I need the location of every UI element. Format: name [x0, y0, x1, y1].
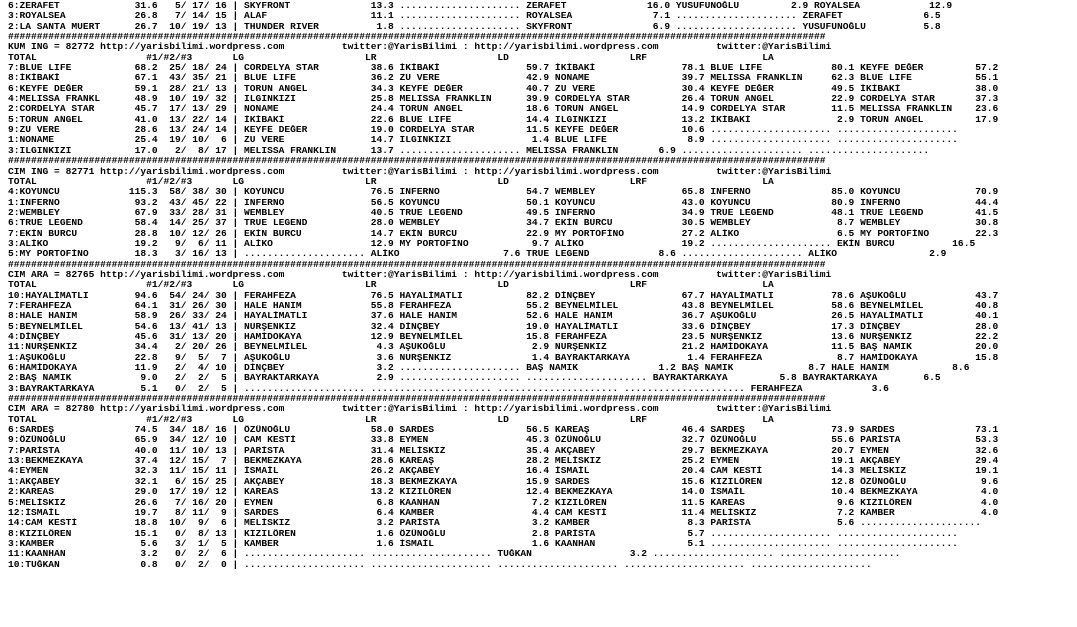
report-line: 7:PARİSTA 40.0 11/ 10/ 13 | PARİSTA 31.4 MELİSKIZ 35.4 AKÇABEY 29.7 BEKMEZKAYA 20.7 EYMEN 32.6 [8, 445, 999, 456]
report-line: 2:WEMBLEY 67.9 33/ 28/ 31 | WEMBLEY 40.5 TRUE LEGEND 49.5 INFERNO 34.9 TRUE LEGEND 48.1 TRUE LEGEND 41.5 [8, 207, 999, 218]
report-line: 14:CAM KESTİ 18.8 10/ 9/ 6 | MELİSKIZ 3.2 PARİSTA 3.2 KAMBER 8.3 PARİSTA 5.6 ..................... [8, 518, 981, 529]
report-line: 6:SARDEŞ 74.5 34/ 18/ 16 | ÖZÜNOĞLU 58.0 SARDES 56.5 KAREAŞ 46.4 SARDEŞ 73.9 SARDES 73.1 [8, 425, 999, 436]
report-line: 8:HALE HANIM 58.9 26/ 33/ 24 | HAYALİMATLI 37.6 HALE HANIM 52.6 HALE HANIM 36.7 AŞUKOĞLU 26.5 HAYALİMATLI 40.1 [8, 311, 999, 322]
report-line: TOTAL #1/#2/#3 LG LR LD LRF LA [8, 414, 774, 425]
report-line: CIM ARA = 82780 http://yarisbilimi.wordpress.com twitter:@YarisBilimi : http://yarisbilimi.wordpress.com twitter:@YarisBilimi [8, 404, 832, 415]
report-line: 3:ROYALSEA 26.8 7/ 14/ 15 | ALAF 11.1 ..................... ROYALSEA 7.1 ..................... ZERAFET 6.5 [8, 11, 941, 22]
report-line: 2:LA SANTA MUERT 26.7 10/ 19/ 13 | THUNDER RIVER 1.8 ..................... SKYFRONT 6.9 ..................... YUSUFUNOĞLU 5.8 [8, 21, 941, 32]
report-line: 3:ILGINKIZI 17.0 2/ 8/ 17 | MELISSA FRANKLIN 13.7 ..................... MELISSA FRANKLIN 6.9 ..................... ..................... [8, 145, 930, 156]
report-line: 5:BEYNELMİLEL 54.6 13/ 41/ 13 | NURŞENKIZ 32.4 DİNÇBEY 19.0 HAYALİMATLI 33.6 DİNÇBEY 17.3 DİNÇBEY 28.0 [8, 321, 999, 332]
report-line: 13:BEKMEZKAYA 37.4 12/ 15/ 7 | BEKMEZKAYA 28.6 KAREAŞ 28.2 MELİSKIZ 25.2 EYMEN 19.1 AKÇABEY 29.4 [8, 456, 999, 467]
report-line: 3:KAMBER 5.6 3/ 1/ 5 | KAMBER 1.6 İSMAİL 1.6 KAANHAN 5.1 ..................... ..................... [8, 538, 958, 549]
report-line: 3:BAYRAKTARKAYA 5.1 0/ 2/ 5 | ..................... ..................... ..................... ..................... FERAHFEZA 3.6 [8, 383, 889, 394]
report-line: 3:ALİKO 19.2 9/ 6/ 11 | ALİKO 12.9 MY PORTOFİNO 9.7 ALİKO 19.2 ..................... EKİN BURCU 16.5 [8, 238, 976, 249]
report-line: 1:NONAME 25.4 19/ 10/ 6 | ZU VERE 14.7 ILGINKIZI 1.4 BLUE LIFE 8.9 ..................... ..................... [8, 135, 958, 146]
report-line: 7:FERAHFEZA 64.1 31/ 26/ 30 | HALE HANIM 55.8 FERAHFEZA 55.2 BEYNELMİLEL 43.8 BEYNELMİLEL 58.6 BEYNELMİLEL 40.8 [8, 300, 999, 311]
separator-line: ############################################################################################################################################## [8, 394, 826, 405]
report-line: 1:INFERNO 93.2 43/ 45/ 22 | INFERNO 56.5 KOYUNCU 50.1 KOYUNCU 43.0 KOYUNCU 80.9 INFERNO 44.4 [8, 197, 999, 208]
report-line: 6:KEYFE DEĞER 59.1 28/ 21/ 13 | TORUN ANGEL 34.3 KEYFE DEĞER 40.7 ZU VERE 30.4 KEYFE DEĞER 49.5 İKİBAKİ 38.0 [8, 83, 999, 94]
report-line: 4:KOYUNCU 115.3 58/ 38/ 30 | KOYUNCU 76.5 INFERNO 54.7 WEMBLEY 65.8 INFERNO 85.0 KOYUNCU 70.9 [8, 187, 999, 198]
report-line: KUM ING = 82772 http://yarisbilimi.wordpress.com twitter:@YarisBilimi : http://yarisbilimi.wordpress.com twitter:@YarisBilimi [8, 42, 832, 53]
report-line: TOTAL #1/#2/#3 LG LR LD LRF LA [8, 176, 774, 187]
report-line: 5:TORUN ANGEL 41.0 13/ 22/ 14 | İKİBAKİ 22.6 BLUE LIFE 14.4 ILGINKIZI 13.2 İKİBAKİ 2.9 TORUN ANGEL 17.9 [8, 114, 999, 125]
report-line: 11:NURŞENKIZ 34.4 2/ 20/ 26 | BEYNELMİLEL 4.3 AŞUKOĞLU 2.9 NURŞENKIZ 21.2 HAMİDOKAYA 11.5 BAŞ NAMIK 20.0 [8, 342, 999, 353]
report-line: 4:DİNÇBEY 45.6 31/ 13/ 20 | HAMİDOKAYA 12.9 BEYNELMİLEL 15.8 FERAHFEZA 23.5 NURŞENKIZ 13.6 NURŞENKIZ 22.2 [8, 332, 999, 342]
report-line: 1:AŞUKOĞLU 22.8 9/ 5/ 7 | AŞUKOĞLU 3.6 NURŞENKIZ 1.4 BAYRAKTARKAYA 1.4 FERAHFEZA 8.7 HAMİDOKAYA 15.8 [8, 352, 999, 363]
report-line: TOTAL #1/#2/#3 LG LR LD LRF LA [8, 52, 774, 63]
separator-line: ############################################################################################################################################## [8, 32, 826, 43]
report-line: 4:EYMEN 32.3 11/ 15/ 11 | İSMAİL 26.2 AKÇABEY 16.4 İSMAİL 20.4 CAM KESTİ 14.3 MELİSKIZ 19.1 [8, 466, 999, 477]
report-line: 10:HAYALİMATLI 94.6 54/ 24/ 30 | FERAHFEZA 76.5 HAYALİMATLI 82.2 DİNÇBEY 67.7 HAYALİMATLI 78.6 AŞUKOĞLU 43.7 [8, 290, 999, 301]
report-line: CIM ARA = 82765 http://yarisbilimi.wordpress.com twitter:@YarisBilimi : http://yarisbilimi.wordpress.com twitter:@YarisBilimi [8, 269, 832, 280]
separator-line: ############################################################################################################################################## [8, 259, 826, 270]
report-line: 8:İKİBAKİ 67.1 43/ 35/ 21 | BLUE LIFE 36.2 ZU VERE 42.9 NONAME 39.7 MELISSA FRANKLIN 62.3 BLUE LIFE 55.1 [8, 73, 999, 84]
report-line: 1:AKÇABEY 32.1 6/ 15/ 25 | AKÇABEY 18.3 BEKMEZKAYA 15.9 SARDES 15.6 KIZILÖREN 12.8 ÖZÜNOĞLU 9.6 [8, 476, 999, 487]
report-line: 2:KAREAS 29.0 17/ 19/ 12 | KAREAS 13.2 KIZILÖREN 12.4 BEKMEZKAYA 14.0 İSMAİL 10.4 BEKMEZKAYA 4.0 [8, 487, 999, 498]
report-line: CIM ING = 82771 http://yarisbilimi.wordpress.com twitter:@YarisBilimi : http://yarisbilimi.wordpress.com twitter:@YarisBilimi [8, 166, 832, 177]
report-line: 7:EKİN BURCU 28.8 10/ 12/ 26 | EKİN BURCU 14.7 EKİN BURCU 22.9 MY PORTOFİNO 27.2 ALİKO 6.5 MY PORTOFİNO 22.3 [8, 228, 999, 239]
report-line: 2:BAŞ NAMIK 9.0 2/ 2/ 5 | BAYRAKTARKAYA 2.9 ..................... ..................... BAYRAKTARKAYA 5.8 BAYRAKTARKAYA 6.5 [8, 373, 941, 384]
report-line: 6:TRUE LEGEND 58.4 14/ 25/ 37 | TRUE LEGEND 28.0 WEMBLEY 34.7 EKİN BURCU 30.5 WEMBLEY 8.7 WEMBLEY 30.8 [8, 218, 999, 229]
report-line: 9:ÖZÜNOĞLU 65.9 34/ 12/ 10 | CAM KESTİ 33.8 EYMEN 45.3 ÖZÜNOĞLU 32.7 ÖZÜNOĞLU 55.6 PARİSTA 53.3 [8, 435, 999, 446]
report-line: 4:MELISSA FRANKL 48.9 10/ 19/ 32 | ILGINKIZI 25.8 MELISSA FRANKLIN 39.9 CORDELYA STAR 26.4 TORUN ANGEL 22.9 CORDELYA STAR 37.3 [8, 94, 999, 105]
report-line: 5:MELİSKIZ 26.6 7/ 16/ 20 | EYMEN 6.8 KAANHAN 7.2 KIZILÖREN 11.5 KAREAS 9.6 KIZILÖREN 4.0 [8, 497, 999, 508]
report-line: 6:HAMİDOKAYA 11.9 2/ 4/ 10 | DİNÇBEY 3.2 ..................... BAŞ NAMIK 1.2 BAŞ NAMIK 8.7 HALE HANIM 8.6 [8, 363, 970, 374]
report-line: TOTAL #1/#2/#3 LG LR LD LRF LA [8, 280, 774, 291]
report-line: 5:MY PORTOFİNO 18.3 3/ 16/ 13 | ..................... ALİKO 7.6 TRUE LEGEND 8.6 ..................... ALİKO 2.9 [8, 249, 947, 260]
report-line: 8:KIZILÖREN 15.1 0/ 8/ 13 | KIZILÖREN 1.6 ÖZÜNOĞLU 2.8 PARİSTA 5.7 ..................... ..................... [8, 528, 958, 539]
separator-line: ############################################################################################################################################## [8, 156, 826, 167]
report-line: 11:KAANHAN 3.2 0/ 2/ 6 | ..................... ..................... TUĞKAN 3.2 ..................... ..................... [8, 549, 901, 560]
report-line: 7:BLUE LIFE 68.2 25/ 18/ 24 | CORDELYA STAR 38.6 İKİBAKİ 59.7 İKİBAKİ 78.1 BLUE LIFE 80.1 KEYFE DEĞER 57.2 [8, 63, 999, 74]
report-line: 10:TUĞKAN 0.8 0/ 2/ 0 | ..................... ..................... ..................... ..................... ..................... [8, 559, 872, 570]
report-line: 12:İSMAİL 19.7 8/ 11/ 9 | SARDES 6.4 KAMBER 4.4 CAM KESTİ 11.4 MELİSKIZ 7.2 KAMBER 4.0 [8, 507, 999, 518]
report-line: 2:CORDELYA STAR 45.7 17/ 13/ 29 | NONAME 24.4 TORUN ANGEL 18.6 TORUN ANGEL 14.9 CORDELYA STAR 11.5 MELISSA FRANKLIN 23.6 [8, 104, 999, 115]
report-line: 6:ZERAFET 31.6 5/ 17/ 16 | SKYFRONT 13.3 ..................... ZERAFET 16.0 YUSUFUNOĞLU 2.9 ROYALSEA 12.9 [8, 1, 953, 11]
report-line: 9:ZU VERE 28.6 13/ 24/ 14 | KEYFE DEĞER 19.0 CORDELYA STAR 11.5 KEYFE DEĞER 10.6 ..................... ..................... [8, 125, 958, 136]
